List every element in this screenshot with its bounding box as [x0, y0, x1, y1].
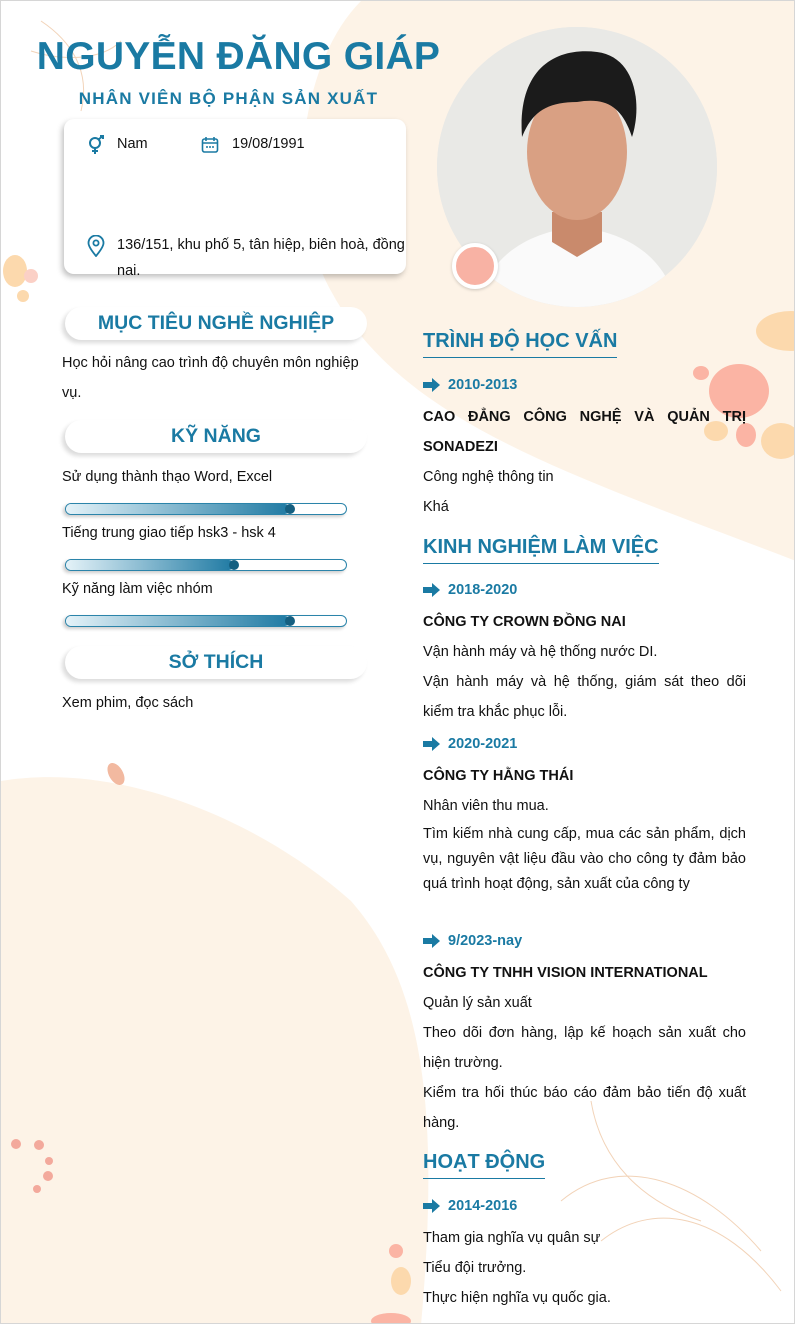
company-name: CÔNG TY CROWN ĐỒNG NAI	[423, 614, 626, 630]
arrow-right-icon	[423, 934, 440, 948]
education-grade: Khá	[423, 499, 449, 515]
experience-period: 2020-2021	[448, 736, 518, 752]
skill-label: Kỹ năng làm việc nhóm	[62, 581, 213, 597]
experience-period: 2018-2020	[448, 582, 518, 598]
address-value: 136/151, khu phố 5, tân hiệp, biên hoà, đồng nai.	[117, 237, 405, 279]
gender-value: Nam	[117, 136, 148, 152]
section-hobbies-header: SỞ THÍCH	[65, 646, 367, 679]
period-label	[423, 580, 517, 600]
job-position: Quản lý sản xuất	[423, 995, 532, 1011]
location-pin-icon	[87, 235, 105, 257]
section-objective-header: MỤC TIÊU NGHỀ NGHIỆP	[65, 307, 367, 340]
education-period: 2010-2013	[448, 377, 518, 393]
job-position: Vận hành máy và hệ thống nước DI.	[423, 644, 658, 660]
job-position: Nhân viên thu mua.	[423, 798, 549, 814]
school-name: CAO ĐẲNG CÔNG NGHỆ VÀ QUẢN TRỊ SONADEZI	[423, 409, 746, 455]
arrow-right-icon	[423, 737, 440, 751]
job-description: Tìm kiếm nhà cung cấp, mua các sản phẩm, dịch vụ, nguyên vật liệu đầu vào cho công ty đảm bảo quá trình hoạt động, sản xuất của công ty	[423, 826, 746, 892]
hobbies-text: Xem phim, đọc sách	[62, 695, 194, 711]
arrow-right-icon	[423, 378, 440, 392]
gender-icon	[86, 135, 106, 155]
contact-card	[64, 119, 406, 279]
calendar-icon	[201, 136, 219, 154]
skill-level-bar	[65, 503, 347, 515]
activity-line: Thực hiện nghĩa vụ quốc gia.	[423, 1290, 611, 1306]
candidate-name: NGUYỄN ĐĂNG GIÁP	[36, 35, 441, 78]
objective-text: Học hỏi nâng cao trình độ chuyên môn nghiệp vụ.	[62, 355, 359, 401]
decorative-dot	[452, 243, 498, 289]
company-name: CÔNG TY TNHH VISION INTERNATIONAL	[423, 965, 708, 981]
period-label	[423, 734, 517, 754]
activity-line: Tiểu đội trưởng.	[423, 1260, 527, 1276]
arrow-right-icon	[423, 1199, 440, 1213]
skill-level-bar	[65, 559, 347, 571]
skill-level-bar	[65, 615, 347, 627]
arrow-right-icon	[423, 583, 440, 597]
job-description: Kiểm tra hối thúc báo cáo đảm bảo tiến độ xuất hàng.	[423, 1085, 746, 1131]
period-label	[423, 931, 522, 951]
job-title: NHÂN VIÊN BỘ PHẬN SẢN XUẤT	[78, 89, 379, 108]
job-description: Vận hành máy và hệ thống, giám sát theo dõi kiểm tra khắc phục lỗi.	[423, 674, 746, 720]
section-activities-header: HOẠT ĐỘNG	[423, 1149, 545, 1179]
section-education-header: TRÌNH ĐỘ HỌC VẤN	[423, 328, 617, 358]
company-name: CÔNG TY HẰNG THÁI	[423, 768, 574, 784]
job-description: Theo dõi đơn hàng, lập kế hoạch sản xuất cho hiện trường.	[423, 1025, 746, 1071]
skill-label: Tiếng trung giao tiếp hsk3 - hsk 4	[62, 525, 276, 541]
skill-label: Sử dụng thành thạo Word, Excel	[62, 469, 273, 485]
section-skills-header: KỸ NĂNG	[65, 420, 367, 453]
experience-period: 9/2023-nay	[448, 933, 523, 949]
activity-line: Tham gia nghĩa vụ quân sự	[423, 1230, 601, 1246]
birthday-value: 19/08/1991	[232, 136, 305, 152]
education-major: Công nghệ thông tin	[423, 469, 554, 485]
period-label	[423, 1196, 517, 1216]
section-experience-header: KINH NGHIỆM LÀM VIỆC	[423, 534, 659, 564]
period-label	[423, 375, 517, 395]
activity-period: 2014-2016	[448, 1198, 518, 1214]
